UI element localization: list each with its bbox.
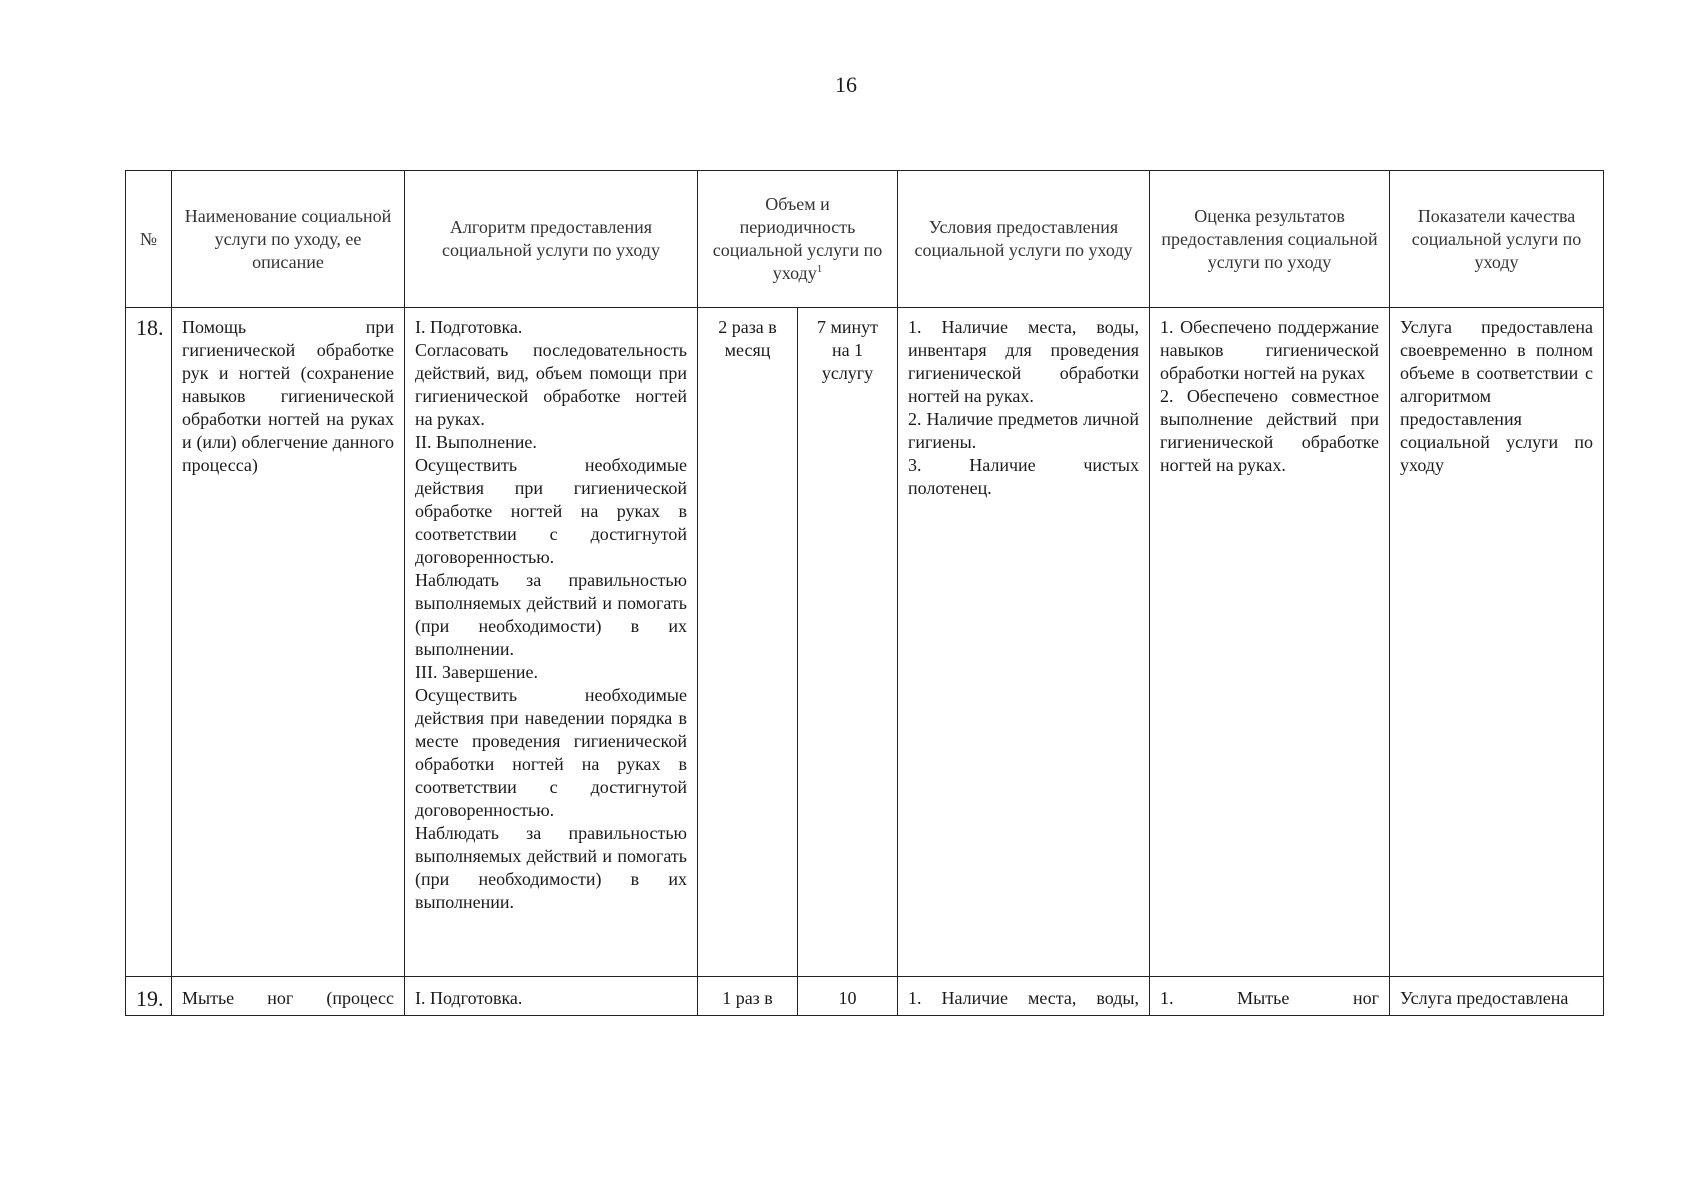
- service-name: [172, 977, 405, 1016]
- service-name: Помощь при гигиенической обработке рук и ногтей (сохранение навыков гигиенической обработки ногтей на руках и (или) облегчение данного процесса): [172, 308, 405, 977]
- algorithm-step: Осуществить необходимые действия при гигиенической обработке ногтей на руках в соответствии с достигнутой договоренностью.: [415, 455, 687, 567]
- header-volume-text: Объем и периодичность социальной услуги по уходу: [712, 194, 883, 283]
- service-evaluation: [1150, 977, 1390, 1016]
- services-table: [125, 170, 1604, 1016]
- service-duration: 7 минут на 1 услугу: [798, 308, 898, 977]
- header-quality: Показатели качества социальной услуги по уходу: [1390, 171, 1604, 308]
- condition-item: 1. Наличие места, воды, инвентаря для проведения гигиенической обработки ногтей на руках.: [908, 317, 1140, 406]
- algorithm-step: II. Выполнение.: [415, 432, 537, 452]
- table-header-row: [126, 171, 1604, 308]
- service-quality: Услуга предоставлена своевременно в полном объеме в соответствии с алгоритмом предоставления социальной услуги по уходу: [1390, 308, 1604, 977]
- service-conditions: [898, 308, 1150, 977]
- algorithm-step: Наблюдать за правильностью выполняемых действий и помогать (при необходимости) в их выполнении.: [415, 570, 687, 659]
- header-volume: [698, 171, 898, 308]
- evaluation-item: 2. Обеспечено совместное выполнение действий при гигиенической обработке ногтей на руках.: [1160, 386, 1380, 475]
- condition-item: 1. Наличие места, воды,: [908, 988, 1140, 1008]
- service-name-text: Мытье ног (процесс: [182, 988, 394, 1008]
- algorithm-step: I. Подготовка.: [415, 988, 523, 1008]
- condition-item: 3. Наличие чистых полотенец.: [908, 455, 1140, 498]
- header-evaluation: Оценка результатов предоставления социальной услуги по уходу: [1150, 171, 1390, 308]
- algorithm-step: I. Подготовка.: [415, 317, 523, 337]
- algorithm-step: Осуществить необходимые действия при наведении порядка в месте проведения гигиенической обработки ногтей на руках в соответствии с достигнутой договоренностью.: [415, 685, 687, 820]
- page-number: 16: [835, 72, 857, 97]
- row-number: 18.: [126, 308, 172, 977]
- algorithm-step: III. Завершение.: [415, 662, 538, 682]
- evaluation-item: 1. Обеспечено поддержание навыков гигиенической обработки ногтей на руках: [1160, 317, 1380, 383]
- row-number: 19.: [126, 977, 172, 1016]
- header-algorithm: Алгоритм предоставления социальной услуги по уходу: [405, 171, 698, 308]
- service-quality: Услуга предоставлена: [1390, 977, 1604, 1016]
- footnote-marker: 1: [816, 263, 823, 275]
- service-conditions: [898, 977, 1150, 1016]
- service-frequency: 1 раз в: [698, 977, 798, 1016]
- service-algorithm: [405, 308, 698, 977]
- header-num: №: [126, 171, 172, 308]
- table-row: [126, 308, 1604, 977]
- header-conditions: Условия предоставления социальной услуги по уходу: [898, 171, 1150, 308]
- service-evaluation: [1150, 308, 1390, 977]
- service-algorithm: [405, 977, 698, 1016]
- algorithm-step: Наблюдать за правильностью выполняемых действий и помогать (при необходимости) в их выполнении.: [415, 823, 687, 912]
- service-frequency: 2 раза в месяц: [698, 308, 798, 977]
- evaluation-item: 1. Мытье ног: [1160, 988, 1380, 1008]
- algorithm-step: Согласовать последовательность действий, вид, объем помощи при гигиенической обработке ногтей на руках.: [415, 340, 687, 429]
- header-name: Наименование социальной услуги по уходу, ее описание: [172, 171, 405, 308]
- condition-item: 2. Наличие предметов личной гигиены.: [908, 409, 1140, 452]
- service-duration: 10: [798, 977, 898, 1016]
- table-row: [126, 977, 1604, 1016]
